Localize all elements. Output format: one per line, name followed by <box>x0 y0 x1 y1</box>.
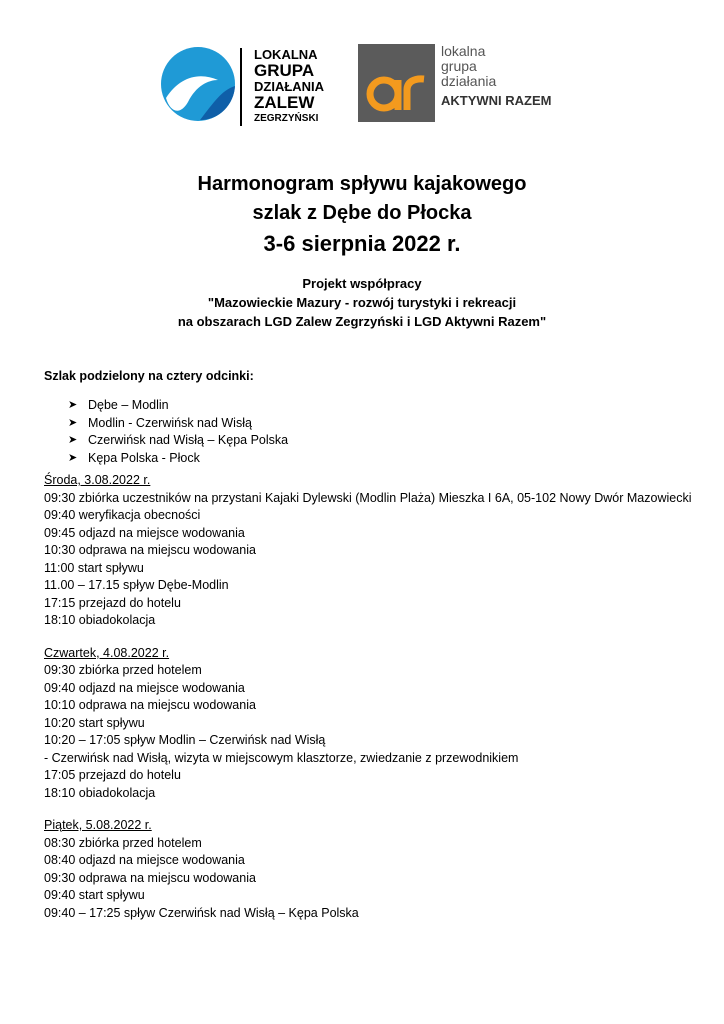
day-heading: Środa, 3.08.2022 r. <box>44 473 151 487</box>
lgd-zalew-line5: ZEGRZYŃSKI <box>254 113 319 124</box>
day-thursday <box>44 645 704 803</box>
schedule-line: 17:15 przejazd do hotelu <box>44 595 181 610</box>
lgd-zalew-line4: ZALEW <box>254 93 315 112</box>
route-intro: Szlak podzielony na cztery odcinki: <box>44 369 254 383</box>
segment-item <box>68 432 704 450</box>
schedule-line: 17:05 przejazd do hotelu <box>44 768 181 782</box>
title-line3: 3-6 sierpnia 2022 r. <box>263 231 461 256</box>
project-info <box>0 274 724 331</box>
aktywni-razem-logo-icon <box>358 44 435 122</box>
project-line1: Projekt współpracy <box>302 276 422 291</box>
arrow-bullet-icon: ➤ <box>68 434 78 446</box>
schedule-line: 08:30 zbiórka przed hotelem <box>44 835 202 850</box>
segment-item <box>68 415 704 433</box>
day-heading: Piątek, 5.08.2022 r. <box>44 818 152 832</box>
segment-item <box>68 397 704 415</box>
schedule-line: 11:00 start spływu <box>44 560 144 575</box>
segment-label: Modlin - Czerwińsk nad Wisłą <box>88 415 252 430</box>
schedule-line: 09:30 odprawa na miejscu wodowania <box>44 870 256 885</box>
project-line2: "Mazowieckie Mazury - rozwój turystyki i rekreacji <box>207 295 517 310</box>
schedule-line: 10:20 start spływu <box>44 715 145 730</box>
aktywni-line2: grupa <box>441 58 477 74</box>
aktywni-line3: działania <box>441 73 497 89</box>
segment-label: Dębe – Modlin <box>88 398 169 412</box>
segment-label: Czerwińsk nad Wisłą – Kępa Polska <box>88 433 289 447</box>
segment-label: Kępa Polska - Płock <box>88 450 200 465</box>
schedule-line: 10:30 odprawa na miejscu wodowania <box>44 543 256 557</box>
schedule-line: - Czerwińsk nad Wisłą, wizyta w miejscowym klasztorze, zwiedzanie z przewodnikiem <box>44 750 519 765</box>
schedule-line: 10:10 odprawa na miejscu wodowania <box>44 698 256 712</box>
schedule-line: 09:30 zbiórka przed hotelem <box>44 663 202 677</box>
schedule-line: 08:40 odjazd na miejsce wodowania <box>44 853 245 867</box>
aktywni-razem-logo-text <box>441 44 552 108</box>
document-title <box>0 170 724 260</box>
route-segments-list <box>44 397 704 467</box>
schedule-line: 09:45 odjazd na miejsce wodowania <box>44 525 245 540</box>
lgd-zalew-logo-text <box>240 48 324 126</box>
schedule-line: 11.00 – 17.15 spływ Dębe-Modlin <box>44 578 229 592</box>
aktywni-line1: lokalna <box>441 43 486 59</box>
schedule-line: 10:20 – 17:05 spływ Modlin – Czerwińsk nad Wisłą <box>44 733 326 747</box>
day-heading: Czwartek, 4.08.2022 r. <box>44 645 170 660</box>
aktywni-line4: AKTYWNI RAZEM <box>441 93 552 108</box>
day-wednesday <box>44 472 704 630</box>
lgd-zalew-line3: DZIAŁANIA <box>254 79 325 94</box>
schedule-line: 09:40 weryfikacja obecności <box>44 508 201 522</box>
arrow-bullet-icon: ➤ <box>68 451 78 464</box>
lgd-zalew-line2: GRUPA <box>254 61 315 80</box>
schedule-line: 09:40 – 17:25 spływ Czerwińsk nad Wisłą – Kępa Polska <box>44 905 359 920</box>
schedule-line: 09:40 odjazd na miejsce wodowania <box>44 680 245 695</box>
title-line2: szlak z Dębe do Płocka <box>252 202 472 224</box>
schedule-line: 18:10 obiadokolacja <box>44 785 156 800</box>
schedule-content <box>44 368 704 937</box>
lgd-zalew-logo-icon <box>160 46 236 122</box>
title-line1: Harmonogram spływu kajakowego <box>197 173 527 195</box>
header-logos <box>0 0 724 160</box>
segment-item <box>68 450 704 468</box>
schedule-line: 18:10 obiadokolacja <box>44 613 156 627</box>
arrow-bullet-icon: ➤ <box>68 399 78 411</box>
lgd-zalew-line1: LOKALNA <box>254 47 318 62</box>
schedule-line: 09:30 zbiórka uczestników na przystani Kajaki Dylewski (Modlin Plaża) Mieszka I 6A, 05-102 Nowy Dwór Mazowiecki <box>44 490 692 505</box>
arrow-bullet-icon: ➤ <box>68 416 78 429</box>
project-line3: na obszarach LGD Zalew Zegrzyński i LGD Aktywni Razem" <box>177 314 547 329</box>
schedule-line: 09:40 start spływu <box>44 888 145 902</box>
day-friday <box>44 817 704 922</box>
